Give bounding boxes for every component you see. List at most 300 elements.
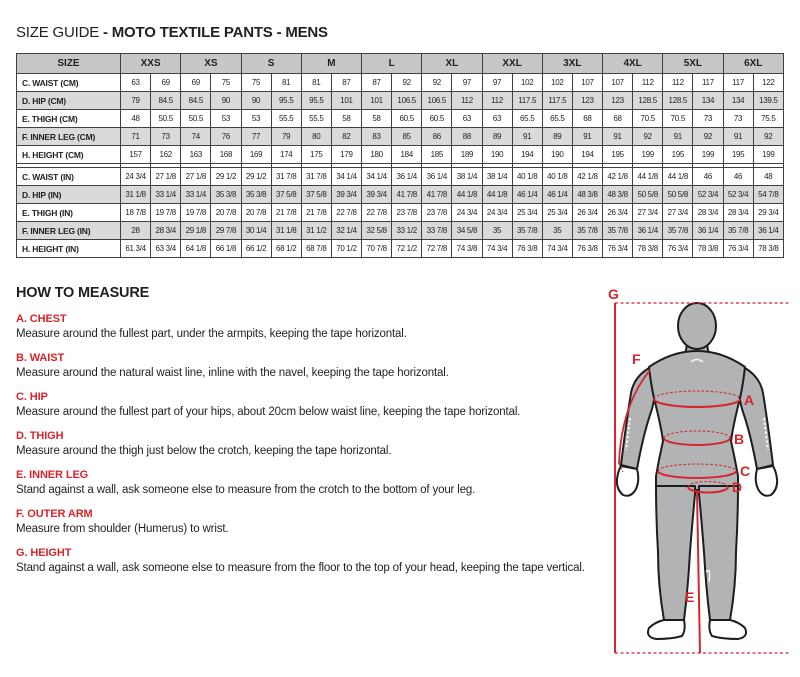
measurement-figure	[592, 286, 798, 672]
label-thigh-d: D	[732, 479, 743, 495]
measure-item-title: A. CHEST	[16, 313, 67, 325]
measurement-value-cell: 74 3/4	[482, 240, 512, 258]
measurement-value-cell: 48	[753, 168, 783, 186]
measurement-value-cell: 76 3/8	[512, 240, 542, 258]
measurement-value-cell: 175	[301, 146, 331, 164]
measurement-row	[17, 74, 784, 92]
measurement-value-cell: 31 1/8	[121, 186, 151, 204]
measurement-value-cell: 64 1/8	[181, 240, 211, 258]
measurement-value-cell: 63 3/4	[151, 240, 181, 258]
measurement-value-cell: 39 3/4	[331, 186, 361, 204]
measurement-value-cell: 117.5	[542, 92, 572, 110]
measurement-value-cell: 58	[362, 110, 392, 128]
measurement-value-cell: 28 3/4	[723, 204, 753, 222]
measurement-value-cell: 76 3/4	[603, 240, 633, 258]
measurement-value-cell: 63	[121, 74, 151, 92]
measurement-value-cell: 112	[482, 92, 512, 110]
measure-instructions	[16, 313, 616, 574]
measurement-value-cell: 35 7/8	[512, 222, 542, 240]
measurement-value-cell: 84.5	[151, 92, 181, 110]
measurement-value-cell: 20 7/8	[241, 204, 271, 222]
measurement-value-cell: 84.5	[181, 92, 211, 110]
measurement-value-cell: 55.5	[301, 110, 331, 128]
size-column-header: 6XL	[723, 54, 784, 74]
size-column-header: 3XL	[542, 54, 602, 74]
measurement-value-cell: 168	[211, 146, 241, 164]
page-title-prefix: SIZE GUIDE	[16, 24, 103, 41]
measurement-value-cell: 33 1/4	[181, 186, 211, 204]
measurement-value-cell: 32 5/8	[362, 222, 392, 240]
measurement-value-cell: 74 3/8	[452, 240, 482, 258]
measurement-value-cell: 31 1/8	[271, 222, 301, 240]
measurement-value-cell: 199	[693, 146, 723, 164]
measurement-value-cell: 66 1/8	[211, 240, 241, 258]
measurement-value-cell: 87	[362, 74, 392, 92]
measure-item-text: Measure around the fullest part of your hips, about 20cm below waist line, keeping the tape horizontal.	[16, 406, 521, 418]
measurement-value-cell: 77	[241, 128, 271, 146]
measurement-value-cell: 35 7/8	[603, 222, 633, 240]
measurement-value-cell: 18 7/8	[121, 204, 151, 222]
measurement-value-cell: 101	[362, 92, 392, 110]
measurement-value-cell: 81	[301, 74, 331, 92]
measurement-value-cell: 35 7/8	[572, 222, 602, 240]
measurement-row-label: H. HEIGHT (CM)	[17, 146, 121, 164]
label-height-g: G	[608, 286, 619, 302]
measurement-value-cell: 174	[271, 146, 301, 164]
measurement-value-cell: 66 1/2	[241, 240, 271, 258]
measurement-value-cell: 53	[211, 110, 241, 128]
label-outer-arm-f: F	[632, 351, 641, 367]
body-diagram	[592, 286, 798, 672]
size-table-head	[17, 54, 784, 74]
measurement-value-cell: 22 7/8	[331, 204, 361, 222]
measurement-row-label: F. INNER LEG (CM)	[17, 128, 121, 146]
measurement-value-cell: 112	[663, 74, 693, 92]
measurement-value-cell: 91	[603, 128, 633, 146]
label-inner-leg-e: E	[685, 589, 695, 605]
measurement-value-cell: 82	[331, 128, 361, 146]
measurement-value-cell: 25 3/4	[512, 204, 542, 222]
measurement-value-cell: 41 7/8	[392, 186, 422, 204]
measurement-value-cell: 88	[452, 128, 482, 146]
measurement-value-cell: 35 7/8	[663, 222, 693, 240]
measurement-value-cell: 41 7/8	[422, 186, 452, 204]
measurement-value-cell: 75.5	[753, 110, 783, 128]
measurement-value-cell: 134	[723, 92, 753, 110]
measurement-row-label: C. WAIST (IN)	[17, 168, 121, 186]
how-to-measure-heading: HOW TO MEASURE	[16, 285, 150, 301]
measurement-value-cell: 48	[121, 110, 151, 128]
measurement-value-cell: 35 7/8	[723, 222, 753, 240]
measurement-value-cell: 36 1/4	[392, 168, 422, 186]
figure-torso	[649, 351, 745, 490]
measurement-value-cell: 34 5/8	[452, 222, 482, 240]
measurement-row-label: C. WAIST (CM)	[17, 74, 121, 92]
measurement-value-cell: 33 1/2	[392, 222, 422, 240]
measurement-value-cell: 89	[542, 128, 572, 146]
measure-item-title: C. HIP	[16, 391, 48, 403]
measurement-value-cell: 75	[241, 74, 271, 92]
measurement-value-cell: 26 3/4	[603, 204, 633, 222]
measurement-value-cell: 29 3/4	[753, 204, 783, 222]
measurement-value-cell: 60.5	[392, 110, 422, 128]
measurement-value-cell: 91	[663, 128, 693, 146]
measurement-value-cell: 75	[211, 74, 241, 92]
measurement-value-cell: 21 7/8	[301, 204, 331, 222]
size-column-header: M	[301, 54, 361, 74]
measurement-value-cell: 38 1/4	[482, 168, 512, 186]
measurement-value-cell: 34 1/4	[331, 168, 361, 186]
measure-item-thigh	[16, 430, 616, 457]
measurement-value-cell: 73	[151, 128, 181, 146]
measurement-value-cell: 38 1/4	[452, 168, 482, 186]
measurement-value-cell: 42 1/8	[603, 168, 633, 186]
label-waist-b: B	[734, 431, 745, 447]
measurement-value-cell: 70.5	[663, 110, 693, 128]
measurement-value-cell: 195	[663, 146, 693, 164]
measurement-value-cell: 25 3/4	[542, 204, 572, 222]
measurement-value-cell: 180	[362, 146, 392, 164]
measurement-value-cell: 26 3/4	[572, 204, 602, 222]
measurement-value-cell: 185	[422, 146, 452, 164]
measurement-value-cell: 199	[753, 146, 783, 164]
measurement-value-cell: 157	[121, 146, 151, 164]
measurement-value-cell: 112	[633, 74, 663, 92]
measure-item-height	[16, 547, 616, 574]
size-column-header: XS	[181, 54, 241, 74]
measurement-value-cell: 76 3/8	[572, 240, 602, 258]
measurement-value-cell: 190	[542, 146, 572, 164]
measurement-value-cell: 22 7/8	[362, 204, 392, 222]
measurement-row	[17, 146, 784, 164]
measurement-value-cell: 60.5	[422, 110, 452, 128]
measurement-value-cell: 46	[693, 168, 723, 186]
measurement-value-cell: 76	[211, 128, 241, 146]
measurement-value-cell: 29 1/8	[181, 222, 211, 240]
measurement-value-cell: 31 7/8	[301, 168, 331, 186]
measurement-value-cell: 50 5/8	[663, 186, 693, 204]
measurement-value-cell: 72 7/8	[422, 240, 452, 258]
measurement-value-cell: 46	[723, 168, 753, 186]
measurement-value-cell: 23 7/8	[392, 204, 422, 222]
measurement-value-cell: 74	[181, 128, 211, 146]
measurement-value-cell: 101	[331, 92, 361, 110]
measurement-value-cell: 92	[753, 128, 783, 146]
measurement-value-cell: 72 1/2	[392, 240, 422, 258]
measurement-value-cell: 37 5/8	[301, 186, 331, 204]
measurement-value-cell: 102	[512, 74, 542, 92]
measurement-value-cell: 78 3/8	[633, 240, 663, 258]
measurement-value-cell: 90	[241, 92, 271, 110]
measurement-value-cell: 24 3/4	[121, 168, 151, 186]
measurement-value-cell: 44 1/8	[633, 168, 663, 186]
measurement-value-cell: 106.5	[392, 92, 422, 110]
measurement-value-cell: 78 3/8	[753, 240, 783, 258]
measurement-value-cell: 23 7/8	[422, 204, 452, 222]
measurement-value-cell: 36 1/4	[693, 222, 723, 240]
measurement-value-cell: 48 3/8	[572, 186, 602, 204]
measurement-row	[17, 240, 784, 258]
measurement-value-cell: 139.5	[753, 92, 783, 110]
measurement-value-cell: 30 1/4	[241, 222, 271, 240]
measurement-row	[17, 128, 784, 146]
measurement-value-cell: 134	[693, 92, 723, 110]
measurement-value-cell: 40 1/8	[542, 168, 572, 186]
measurement-value-cell: 36 1/4	[633, 222, 663, 240]
measurement-value-cell: 92	[633, 128, 663, 146]
measurement-value-cell: 68 1/2	[271, 240, 301, 258]
measurement-value-cell: 184	[392, 146, 422, 164]
measurement-value-cell: 76 3/4	[723, 240, 753, 258]
measurement-value-cell: 27 1/8	[151, 168, 181, 186]
measurement-value-cell: 21 7/8	[271, 204, 301, 222]
measurement-value-cell: 37 5/8	[271, 186, 301, 204]
measurement-value-cell: 35 3/8	[211, 186, 241, 204]
measurement-value-cell: 31 7/8	[271, 168, 301, 186]
size-column-header: S	[241, 54, 301, 74]
measurement-value-cell: 97	[452, 74, 482, 92]
measurement-row-label: F. INNER LEG (IN)	[17, 222, 121, 240]
size-table-corner-cell: SIZE	[17, 54, 121, 74]
measurement-value-cell: 117.5	[512, 92, 542, 110]
measurement-row-label: H. HEIGHT (IN)	[17, 240, 121, 258]
measurement-value-cell: 69	[181, 74, 211, 92]
measurement-value-cell: 190	[482, 146, 512, 164]
measurement-value-cell: 162	[151, 146, 181, 164]
measurement-value-cell: 86	[422, 128, 452, 146]
measurement-value-cell: 70 1/2	[331, 240, 361, 258]
measurement-value-cell: 79	[271, 128, 301, 146]
measurement-value-cell: 195	[723, 146, 753, 164]
measurement-value-cell: 117	[723, 74, 753, 92]
measurement-value-cell: 32 1/4	[331, 222, 361, 240]
measurement-value-cell: 71	[121, 128, 151, 146]
measurement-value-cell: 27 3/4	[663, 204, 693, 222]
measure-item-chest	[16, 313, 616, 340]
measurement-value-cell: 91	[723, 128, 753, 146]
measurement-value-cell: 48 3/8	[603, 186, 633, 204]
measurement-value-cell: 91	[572, 128, 602, 146]
measure-item-title: B. WAIST	[16, 352, 65, 364]
measurement-value-cell: 123	[603, 92, 633, 110]
measurement-value-cell: 69	[151, 74, 181, 92]
measure-item-title: F. OUTER ARM	[16, 508, 93, 520]
measurement-value-cell: 50 5/8	[633, 186, 663, 204]
measurement-value-cell: 89	[482, 128, 512, 146]
label-chest-a: A	[744, 392, 755, 408]
measure-item-hip	[16, 391, 616, 418]
figure-right-hand	[756, 466, 777, 496]
size-column-header: XXS	[121, 54, 181, 74]
measurement-value-cell: 31 1/2	[301, 222, 331, 240]
size-column-header: XXL	[482, 54, 542, 74]
measure-item-text: Measure around the thigh just below the crotch, keeping the tape horizontal.	[16, 445, 392, 457]
measurement-value-cell: 42 1/8	[572, 168, 602, 186]
measurement-value-cell: 34 1/4	[362, 168, 392, 186]
measurement-value-cell: 44 1/8	[663, 168, 693, 186]
measurement-value-cell: 61 3/4	[121, 240, 151, 258]
measurement-value-cell: 128.5	[633, 92, 663, 110]
measurement-value-cell: 74 3/4	[542, 240, 572, 258]
measurement-value-cell: 28 3/4	[151, 222, 181, 240]
measurement-row-label: E. THIGH (CM)	[17, 110, 121, 128]
inner-leg-measure-line	[697, 492, 700, 653]
measurement-value-cell: 27 3/4	[633, 204, 663, 222]
measurement-value-cell: 46 1/4	[512, 186, 542, 204]
page-title	[16, 24, 784, 41]
measurement-value-cell: 35	[482, 222, 512, 240]
size-table-body	[17, 74, 784, 258]
page-title-main: - MOTO TEXTILE PANTS - MENS	[102, 24, 328, 41]
measurement-row	[17, 110, 784, 128]
measurement-value-cell: 76 3/4	[663, 240, 693, 258]
measurement-value-cell: 65.5	[512, 110, 542, 128]
measurement-value-cell: 40 1/8	[512, 168, 542, 186]
measurement-value-cell: 50.5	[181, 110, 211, 128]
measurement-value-cell: 53	[241, 110, 271, 128]
size-column-header: L	[362, 54, 422, 74]
measurement-value-cell: 29 1/2	[211, 168, 241, 186]
measurement-value-cell: 73	[693, 110, 723, 128]
measurement-value-cell: 24 3/4	[482, 204, 512, 222]
measurement-value-cell: 29 7/8	[211, 222, 241, 240]
measurement-value-cell: 199	[633, 146, 663, 164]
measurement-value-cell: 95.5	[301, 92, 331, 110]
measurement-value-cell: 90	[211, 92, 241, 110]
measurement-value-cell: 92	[422, 74, 452, 92]
measurement-value-cell: 36 1/4	[753, 222, 783, 240]
measurement-value-cell: 81	[271, 74, 301, 92]
measurement-value-cell: 46 1/4	[542, 186, 572, 204]
measurement-value-cell: 27 1/8	[181, 168, 211, 186]
measurement-value-cell: 70 7/8	[362, 240, 392, 258]
measurement-value-cell: 33 1/4	[151, 186, 181, 204]
measurement-value-cell: 20 7/8	[211, 204, 241, 222]
measurement-value-cell: 189	[452, 146, 482, 164]
measurement-value-cell: 87	[331, 74, 361, 92]
measurement-value-cell: 52 3/4	[693, 186, 723, 204]
measurement-value-cell: 117	[693, 74, 723, 92]
measurement-value-cell: 169	[241, 146, 271, 164]
measure-item-text: Measure from shoulder (Humerus) to wrist.	[16, 523, 229, 535]
measure-item-inner-leg	[16, 469, 616, 496]
measurement-value-cell: 194	[512, 146, 542, 164]
measurement-value-cell: 50.5	[151, 110, 181, 128]
measurement-value-cell: 97	[482, 74, 512, 92]
measure-item-text: Stand against a wall, ask someone else to measure from the crotch to the bottom of your leg.	[16, 484, 476, 496]
measurement-value-cell: 65.5	[542, 110, 572, 128]
size-column-header: XL	[422, 54, 482, 74]
measurement-value-cell: 29 1/2	[241, 168, 271, 186]
measure-item-text: Measure around the natural waist line, inline with the navel, keeping the tape horizontal.	[16, 367, 449, 379]
measurement-row-label: E. THIGH (IN)	[17, 204, 121, 222]
measurement-value-cell: 106.5	[422, 92, 452, 110]
measurement-value-cell: 39 3/4	[362, 186, 392, 204]
measurement-value-cell: 63	[452, 110, 482, 128]
measurement-value-cell: 35	[542, 222, 572, 240]
measurement-value-cell: 44 1/8	[482, 186, 512, 204]
measurement-value-cell: 33 7/8	[422, 222, 452, 240]
measure-item-waist	[16, 352, 616, 379]
measurement-value-cell: 68	[572, 110, 602, 128]
measurement-value-cell: 85	[392, 128, 422, 146]
measurement-value-cell: 92	[693, 128, 723, 146]
measurement-value-cell: 63	[482, 110, 512, 128]
measurement-row	[17, 92, 784, 110]
label-hip-c: C	[740, 463, 751, 479]
measurement-row-label: D. HIP (IN)	[17, 186, 121, 204]
measurement-value-cell: 35 3/8	[241, 186, 271, 204]
measurement-value-cell: 24 3/4	[452, 204, 482, 222]
measurement-row	[17, 186, 784, 204]
figure-right-leg	[699, 486, 738, 620]
measure-item-text: Measure around the fullest part, under the armpits, keeping the tape horizontal.	[16, 328, 407, 340]
measurement-value-cell: 55.5	[271, 110, 301, 128]
measurement-value-cell: 112	[452, 92, 482, 110]
measurement-value-cell: 122	[753, 74, 783, 92]
measurement-row-label: D. HIP (CM)	[17, 92, 121, 110]
measurement-value-cell: 83	[362, 128, 392, 146]
measure-item-title: G. HEIGHT	[16, 547, 72, 559]
measurement-value-cell: 194	[572, 146, 602, 164]
measurement-value-cell: 28 3/4	[693, 204, 723, 222]
measurement-value-cell: 28	[121, 222, 151, 240]
measurement-value-cell: 163	[181, 146, 211, 164]
measurement-value-cell: 128.5	[663, 92, 693, 110]
size-column-header: 5XL	[663, 54, 723, 74]
measurement-value-cell: 70.5	[633, 110, 663, 128]
measurement-value-cell: 73	[723, 110, 753, 128]
figure-right-foot	[709, 620, 746, 639]
measure-item-outer-arm	[16, 508, 616, 535]
measurement-value-cell: 107	[603, 74, 633, 92]
measurement-value-cell: 179	[331, 146, 361, 164]
measurement-value-cell: 44 1/8	[452, 186, 482, 204]
measurement-value-cell: 102	[542, 74, 572, 92]
size-table-header-row	[17, 54, 784, 74]
figure-head	[678, 303, 716, 349]
measurement-value-cell: 68 7/8	[301, 240, 331, 258]
measure-item-title: E. INNER LEG	[16, 469, 89, 481]
figure-left-hand	[617, 466, 638, 496]
measurement-value-cell: 19 7/8	[151, 204, 181, 222]
measure-item-title: D. THIGH	[16, 430, 64, 442]
measurement-row	[17, 168, 784, 186]
measurement-value-cell: 52 3/4	[723, 186, 753, 204]
measurement-value-cell: 123	[572, 92, 602, 110]
measurement-value-cell: 195	[603, 146, 633, 164]
size-table	[16, 53, 784, 258]
measurement-value-cell: 95.5	[271, 92, 301, 110]
measurement-value-cell: 80	[301, 128, 331, 146]
measurement-value-cell: 54 7/8	[753, 186, 783, 204]
measurement-value-cell: 36 1/4	[422, 168, 452, 186]
measurement-value-cell: 91	[512, 128, 542, 146]
measurement-value-cell: 79	[121, 92, 151, 110]
measurement-value-cell: 19 7/8	[181, 204, 211, 222]
measurement-value-cell: 68	[603, 110, 633, 128]
measurement-row	[17, 222, 784, 240]
measure-item-text: Stand against a wall, ask someone else to measure from the floor to the top of your head, keeping the tape vertical.	[16, 562, 585, 574]
measurement-row	[17, 204, 784, 222]
measurement-value-cell: 58	[331, 110, 361, 128]
measurement-value-cell: 92	[392, 74, 422, 92]
size-column-header: 4XL	[603, 54, 663, 74]
measurement-value-cell: 78 3/8	[693, 240, 723, 258]
figure-left-foot	[648, 620, 685, 639]
figure-right-arm	[740, 368, 773, 469]
measurement-value-cell: 107	[572, 74, 602, 92]
